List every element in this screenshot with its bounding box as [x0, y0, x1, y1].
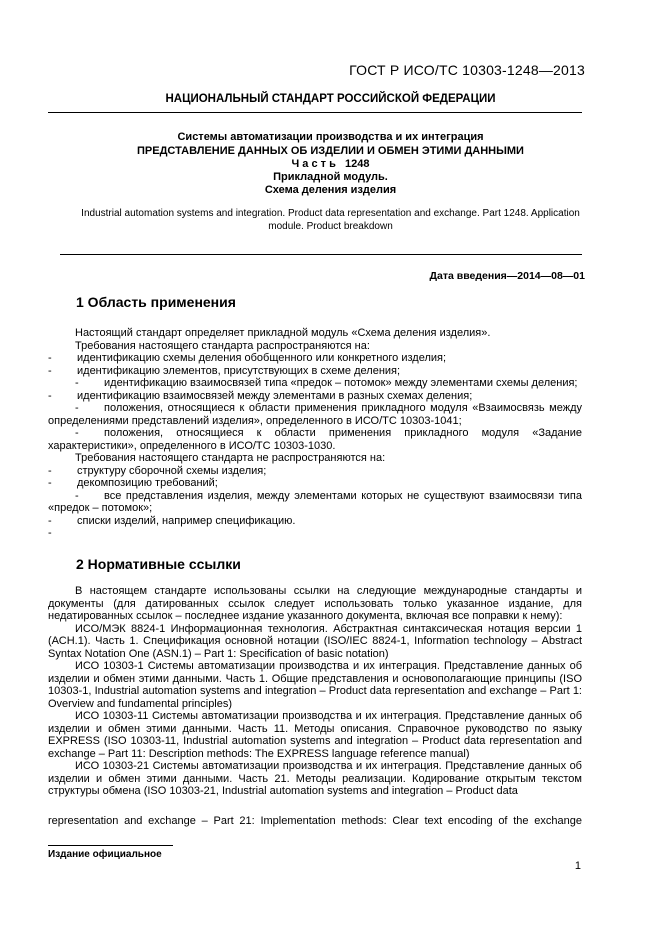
- title-line-5: Схема деления изделия: [264, 184, 397, 196]
- section-1-body: [48, 327, 582, 540]
- list-item-wrapped: - идентификацию взаимосвязей типа «предок – потомок» между элементами схемы деления;: [75, 377, 578, 389]
- scope-paragraph: Настоящий стандарт определяет прикладной модуль «Схема деления изделия».: [75, 327, 491, 339]
- reference-item: ИСО 10303-21 Системы автоматизации производства и их интеграция. Представление данных об изделии и обмен этими данными. Часть 21. Методы реализации. Кодирование открытым текстом структуры обмена (ISO 10303-21, Industrial automation systems and integration – Product data: [48, 760, 582, 797]
- reference-item: ИСО 10303-11 Системы автоматизации производства и их интеграция. Представление данных об изделии и обмен этими данными. Часть 11. Методы описания. Справочное руководство по языку EXPRESS (ISO 10303-11, Industrial automation systems and integration – Product data representation and exchange – Part 11: Description methods: The EXPRESS language reference manual): [48, 710, 582, 760]
- reference-item: ИСО/МЭК 8824-1 Информационная технология. Абстрактная синтаксическая нотация версии 1 (АСН.1). Часть 1. Спецификация основной нотации (ISO/IEC 8824-1, Information technology – Abstract Syntax Notation One (ASN.1) – Part 1: Specification of basic notation): [48, 622, 582, 660]
- title-line-2: ПРЕДСТАВЛЕНИЕ ДАННЫХ ОБ ИЗДЕЛИИ И ОБМЕН ЭТИМИ ДАННЫМИ: [137, 145, 524, 157]
- title-line-4: Прикладной модуль.: [273, 171, 388, 183]
- list-item-wrapped: - положения, относящиеся к области применения прикладного модуля «Задание характеристики», определенного в ИСО/ТС 10303-1030.: [48, 427, 582, 452]
- section-2-heading: 2 Нормативные ссылки: [76, 556, 241, 572]
- references-intro: В настоящем стандарте использованы ссылки на следующие международные стандарты и документы (для датированных ссылок следует использовать только указанное издание, для недатированных ссылок – последнее издание указанного документа, включая все поправки к нему):: [48, 585, 582, 622]
- english-title: Industrial automation systems and integration. Product data representation and exchange. Part 1248. Application module. Product breakdown: [81, 208, 580, 232]
- list-item: - идентификацию схемы деления обобщенного или конкретного изделия;: [48, 352, 447, 364]
- reference-continuation: representation and exchange – Part 21: Implementation methods: Clear text encoding of the exchange: [48, 815, 582, 827]
- list-item: - идентификацию взаимосвязей между элементами в разных схемах деления;: [48, 389, 473, 402]
- edition-label: Издание официальное: [48, 849, 162, 860]
- list-item: - списки изделий, например спецификацию.: [48, 514, 296, 527]
- introduction-date: Дата введения—2014—08—01: [429, 270, 585, 282]
- title-part-number: Ч а с т ь 1248: [291, 158, 370, 170]
- list-item: - декомпозицию требований;: [48, 477, 218, 489]
- footer-divider: [48, 845, 173, 846]
- scope-exclude-intro: Требования настоящего стандарта не распространяются на:: [75, 452, 386, 464]
- list-item: - идентификацию элементов, присутствующих в схеме деления;: [48, 364, 401, 377]
- reference-item: ИСО 10303-1 Системы автоматизации производства и их интеграция. Представление данных об изделии и обмен этими данными. Часть 1. Общие представления и основополагающие принципы (ISO 10303-1, Industrial automation systems and integration – Product data representation and exchange – Part 1: Overview and fundamental principles): [48, 660, 582, 710]
- section-2-body: [48, 585, 582, 798]
- list-item: - структуру сборочной схемы изделия;: [48, 464, 267, 477]
- national-standard-heading: НАЦИОНАЛЬНЫЙ СТАНДАРТ РОССИЙСКОЙ ФЕДЕРАЦИИ: [165, 93, 496, 105]
- section-1-heading: 1 Область применения: [76, 294, 236, 310]
- title-divider: [60, 254, 582, 255]
- header-divider: [48, 112, 582, 113]
- scope-apply-intro: Требования настоящего стандарта распространяются на:: [75, 339, 370, 352]
- list-item-empty: -: [48, 527, 52, 539]
- page-number: 1: [574, 860, 581, 872]
- list-item-wrapped: - положения, относящиеся к области применения прикладного модуля «Взаимосвязь между определениями представлений изделия», определенного в ИСО/ТС 10303-1041;: [48, 402, 582, 427]
- title-line-1: Системы автоматизации производства и их интеграция: [177, 131, 484, 143]
- list-item-wrapped: - все представления изделия, между элементами которых не существуют взаимосвязи типа «предок – потомок»;: [48, 489, 582, 514]
- document-code: ГОСТ Р ИСО/ТС 10303-1248—2013: [349, 62, 585, 78]
